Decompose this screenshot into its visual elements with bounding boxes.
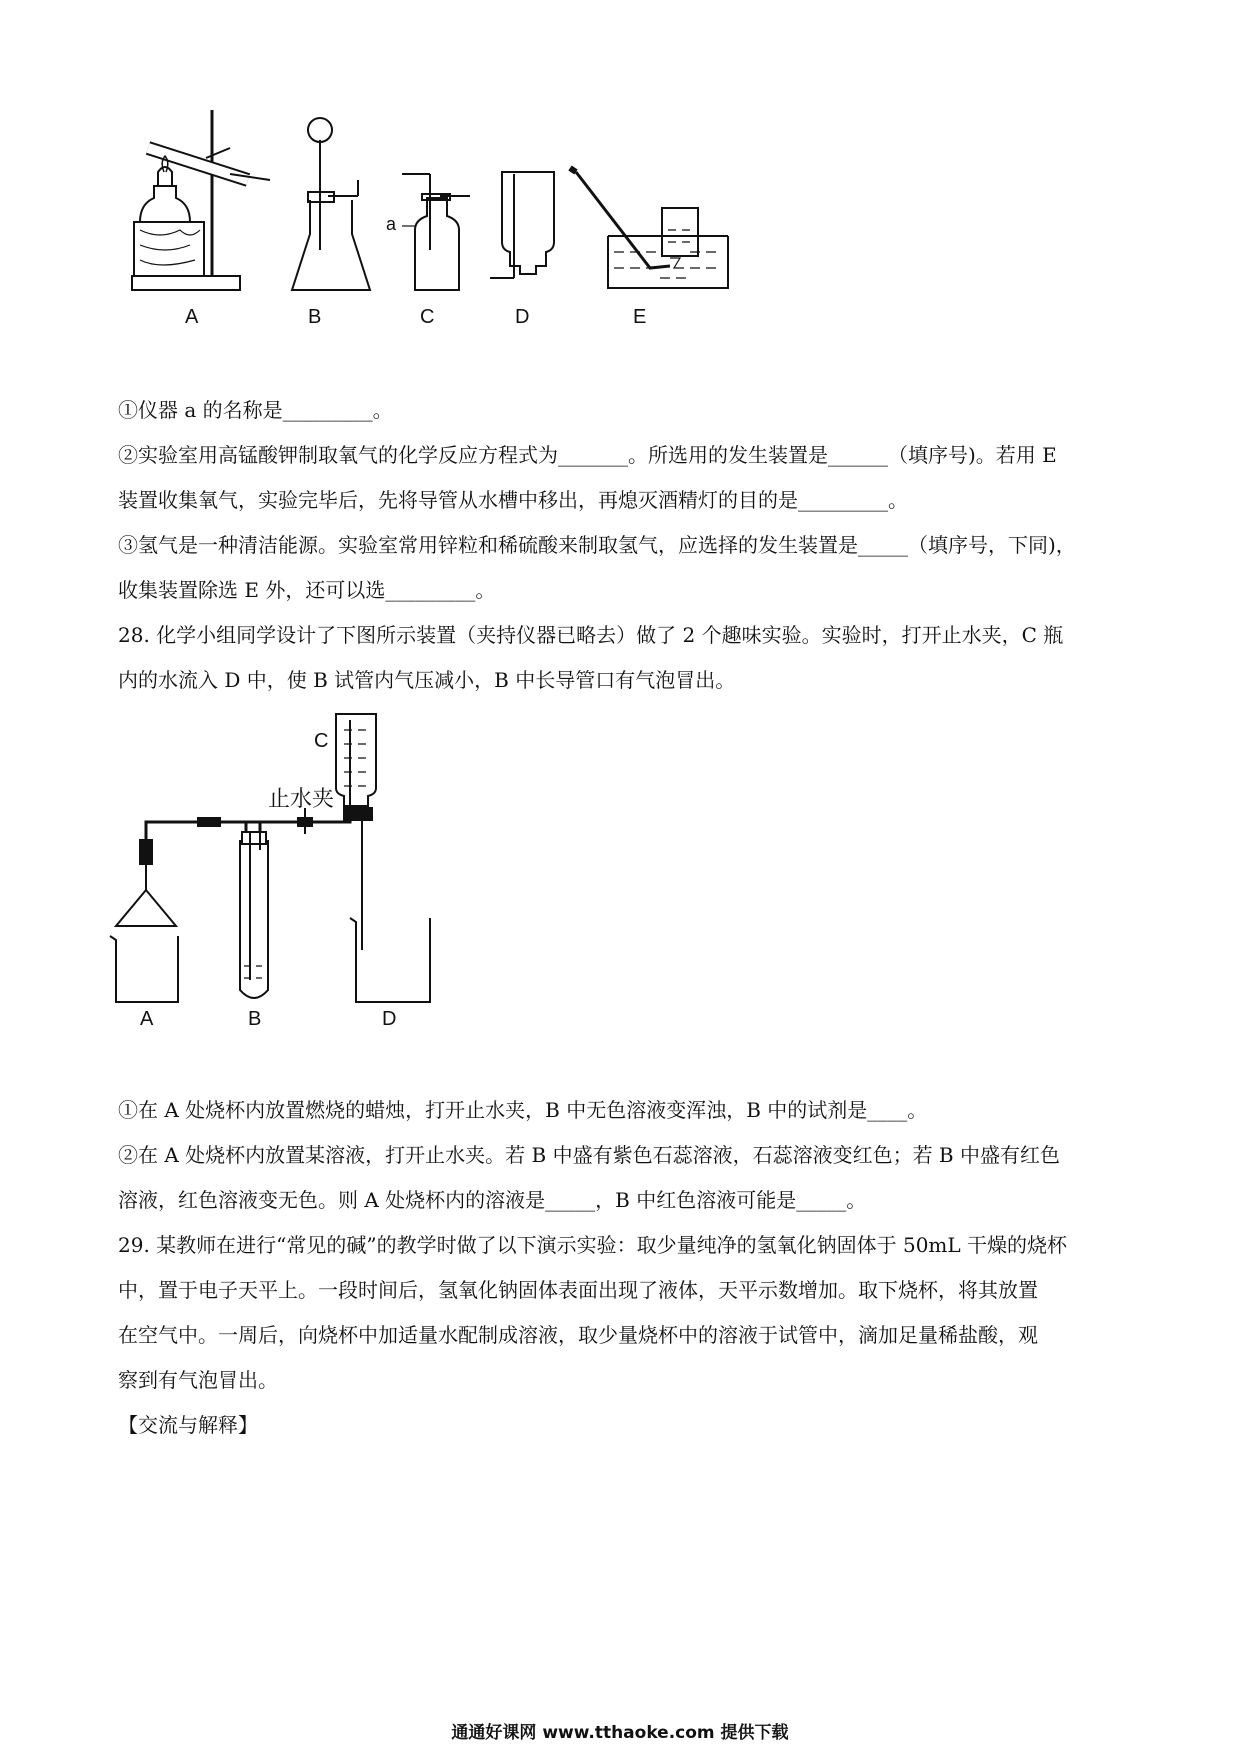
q27-part2-line2: 装置收集氧气，实验完毕后，先将导管从水槽中移出，再熄灭酒精灯的目的是_________。 — [118, 488, 908, 512]
q27-part3-line2: 收集装置除选 E 外，还可以选_________。 — [118, 578, 496, 602]
q28-part1: ①在 A 处烧杯内放置燃烧的蜡烛，打开止水夹，B 中无色溶液变浑浊，B 中的试剂是____。 — [118, 1098, 928, 1122]
q29-stem-line3: 在空气中。一周后，向烧杯中加适量水配制成溶液，取少量烧杯中的溶液于试管中，滴加足量稀盐酸，观 — [118, 1323, 1038, 1347]
label-d-2: D — [382, 1008, 397, 1030]
apparatus-drawing-2 — [100, 700, 480, 1020]
q28-stem-line2: 内的水流入 D 中，使 B 试管内气压减小，B 中长导管口有气泡冒出。 — [118, 668, 736, 692]
apparatus-a — [132, 110, 270, 290]
q28-part2-line1: ②在 A 处烧杯内放置某溶液，打开止水夹。若 B 中盛有紫色石蕊溶液，石蕊溶液变红色；若 B 中盛有红色 — [118, 1143, 1060, 1167]
label-a: A — [185, 306, 199, 328]
test-tube-b — [240, 832, 268, 998]
q29-stem-line1: 29. 某教师在进行“常见的碱”的教学时做了以下演示实验：取少量纯净的氢氧化钠固体于 50mL 干燥的烧杯 — [118, 1233, 1068, 1257]
connecting-tubes — [140, 808, 350, 864]
label-b: B — [308, 306, 322, 328]
beaker-a — [110, 864, 178, 1002]
apparatus-b — [292, 118, 370, 290]
q27-part2-line1: ②实验室用高锰酸钾制取氧气的化学反应方程式为_______。所选用的发生装置是______（填序号)。若用 E — [118, 443, 1057, 467]
apparatus-e — [570, 168, 728, 288]
label-e: E — [633, 306, 647, 328]
q28-part2-line2: 溶液，红色溶液变无色。则 A 处烧杯内的溶液是_____，B 中红色溶液可能是_____。 — [118, 1188, 867, 1212]
q27-part3-line1: ③氢气是一种清洁能源。实验室常用锌粒和稀硫酸来制取氢气，应选择的发生装置是_____（填序号，下同)， — [118, 533, 1076, 557]
apparatus-figure-1 — [130, 100, 770, 330]
label-b-2: B — [248, 1008, 262, 1030]
apparatus-c — [386, 174, 470, 290]
q29-stem-line2: 中，置于电子天平上。一段时间后，氢氧化钠固体表面出现了液体，天平示数增加。取下烧杯，将其放置 — [118, 1278, 1038, 1302]
svg-text:a: a — [386, 214, 397, 234]
q29-stem-line4: 察到有气泡冒出。 — [118, 1368, 278, 1392]
apparatus-d — [490, 172, 554, 278]
footer-watermark: 通通好课网 www.tthaoke.com 提供下载 — [451, 1723, 789, 1743]
q28-stem-line1: 28. 化学小组同学设计了下图所示装置（夹持仪器已略去）做了 2 个趣味实验。实验时，打开止水夹，C 瓶 — [118, 623, 1064, 647]
clip-label: 止水夹 — [268, 786, 335, 811]
bottle-c — [336, 714, 376, 950]
section-heading: 【交流与解释】 — [118, 1413, 258, 1437]
label-c: C — [420, 306, 435, 328]
label-a-2: A — [140, 1008, 154, 1030]
label-d: D — [515, 306, 530, 328]
label-c-2: C — [314, 730, 329, 752]
q27-part1: ①仪器 a 的名称是_________。 — [118, 398, 393, 422]
apparatus-figure-2 — [100, 700, 480, 1020]
apparatus-drawing-1 — [130, 100, 770, 330]
